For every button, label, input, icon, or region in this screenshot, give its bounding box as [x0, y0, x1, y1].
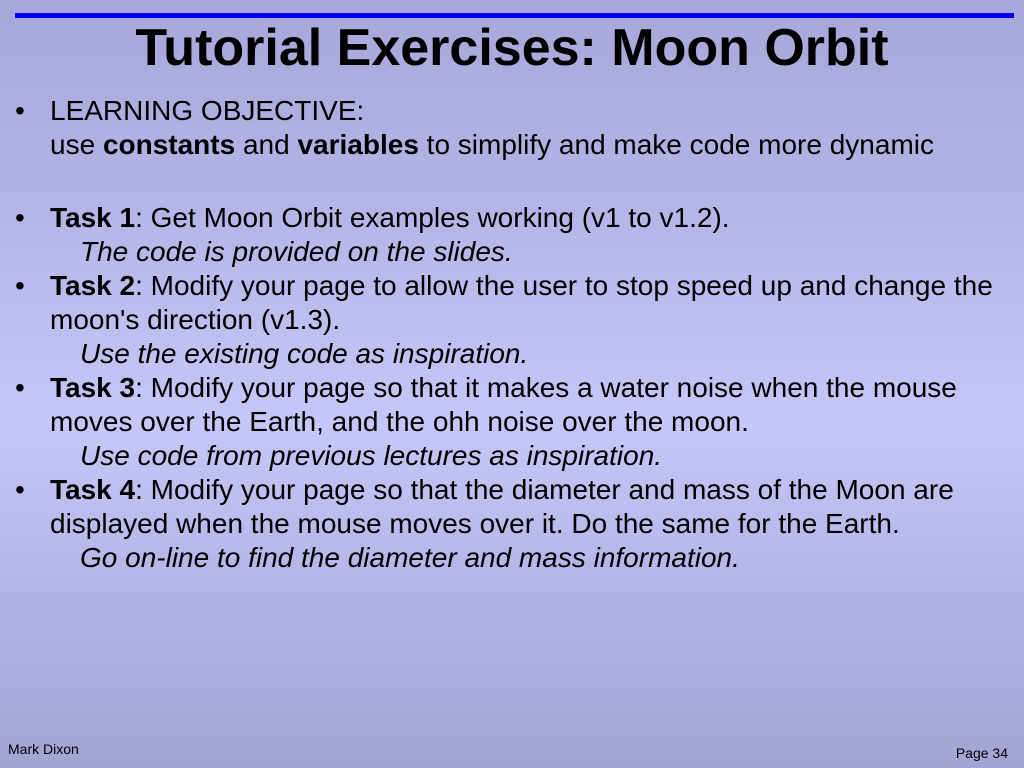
objective-heading: LEARNING OBJECTIVE: — [50, 95, 365, 126]
task-4-text: : Modify your page so that the diameter and mass of the Moon are displayed when the mouse moves over it. Do the same for the Earth. — [50, 474, 954, 539]
task-2-text: : Modify your page to allow the user to stop speed up and change the moon's direction (v1.3). — [50, 270, 993, 335]
task-4-label: Task 4 — [50, 474, 136, 505]
bullet-marker: • — [15, 202, 25, 233]
bullet-marker: • — [15, 270, 25, 301]
objective-text: use — [50, 129, 103, 160]
objective-bold-constants: constants — [102, 129, 236, 160]
bullet-list — [15, 94, 1010, 575]
bullet-marker: • — [15, 95, 25, 126]
bullet-task-2 — [15, 269, 1010, 371]
task-2-hint: Use the existing code as inspiration. — [80, 338, 529, 369]
bullet-marker: • — [15, 474, 25, 505]
bullet-task-1 — [15, 201, 1010, 269]
task-4-hint: Go on-line to find the diameter and mass information. — [80, 542, 740, 573]
task-3-hint: Use code from previous lectures as inspiration. — [80, 440, 663, 471]
task-3-text: : Modify your page so that it makes a water noise when the mouse moves over the Earth, and the ohh noise over the moon. — [50, 372, 957, 437]
objective-bold-variables: variables — [297, 129, 419, 160]
bullet-task-3 — [15, 371, 1010, 473]
objective-text: to simplify and make code more dynamic — [418, 129, 934, 160]
objective-text: and — [235, 129, 298, 160]
task-1-text: : Get Moon Orbit examples working (v1 to v1.2). — [135, 202, 730, 233]
task-1-hint: The code is provided on the slides. — [80, 236, 513, 267]
task-3-label: Task 3 — [50, 372, 136, 403]
bullet-marker: • — [15, 372, 25, 403]
footer-author: Mark Dixon — [8, 741, 79, 757]
slide-title: Tutorial Exercises: Moon Orbit — [135, 19, 889, 77]
task-2-label: Task 2 — [50, 270, 136, 301]
bullet-task-4 — [15, 473, 1010, 575]
bullet-objective — [15, 94, 1010, 162]
task-1-label: Task 1 — [50, 202, 136, 233]
footer-page-number: Page 34 — [955, 745, 1008, 761]
